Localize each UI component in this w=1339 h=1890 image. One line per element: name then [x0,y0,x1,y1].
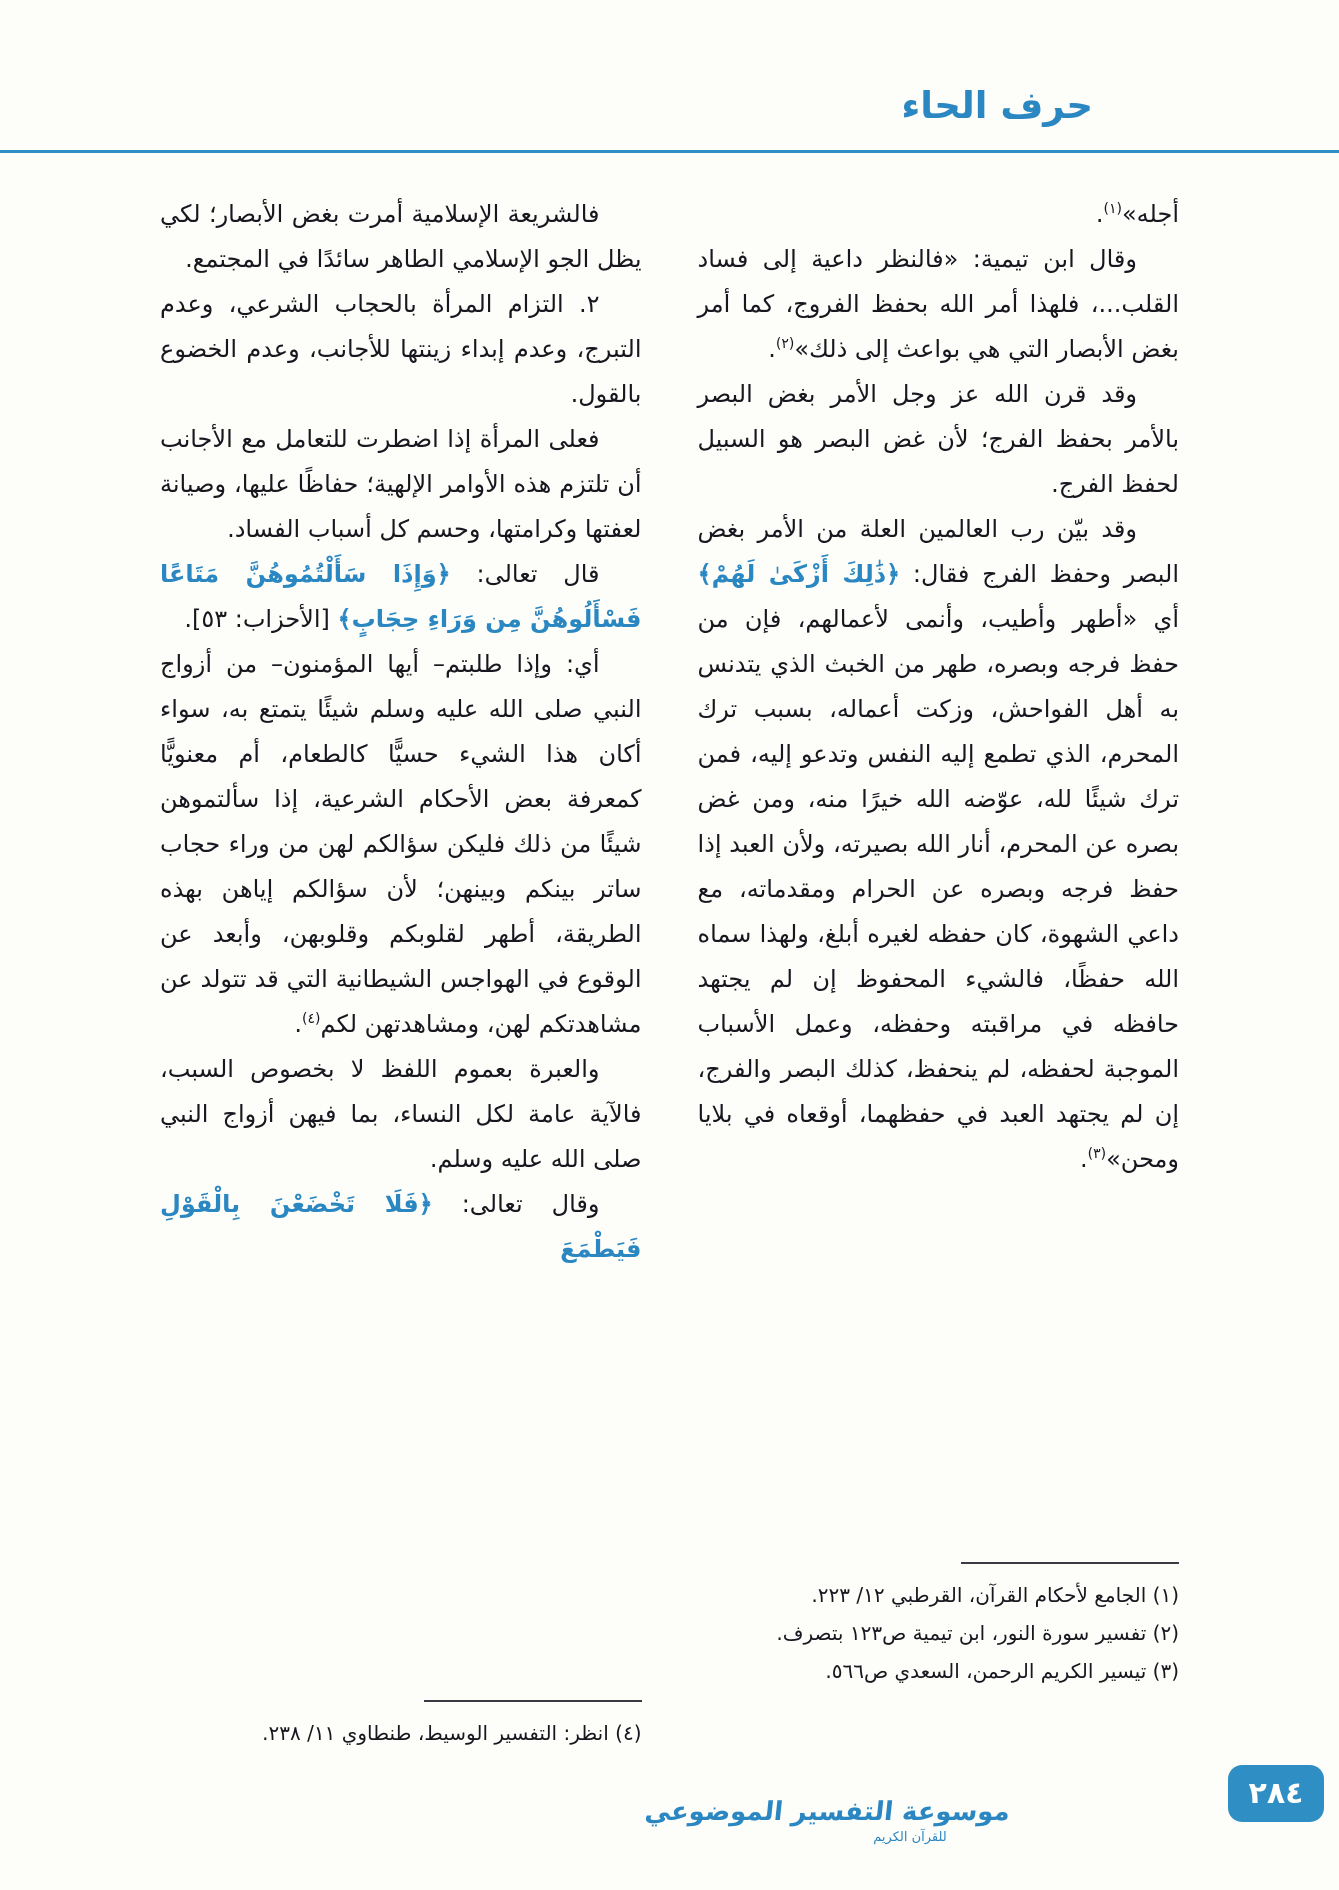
footnote: (١) الجامع لأحكام القرآن، القرطبي ١٢/ ٢٢٣. [811,1583,1179,1607]
column-right [698,192,1180,1752]
text-columns [160,192,1179,1752]
publisher-logo [643,1797,1012,1845]
body-text: وقال ابن تيمية: «فالنظر داعية إلى فساد القلب...، فلهذا أمر الله بحفظ الفروج، كما أمر بغض الأبصار التي هي بواعث إلى ذلك» [697,245,1179,363]
body-text: أجله» [1122,200,1179,228]
footnote-marker: (٣) [1087,1146,1107,1162]
body-text: . [768,335,776,363]
paragraph [160,417,642,552]
quran-verse: ﴿فَلَا تَخْضَعْنَ بِالْقَوْلِ فَيَطْمَعَ [160,1190,642,1263]
footnote: (٤) انظر: التفسير الوسيط، طنطاوي ١١/ ٢٣٨. [262,1721,642,1745]
paragraph [160,552,642,642]
paragraph [698,372,1180,507]
body-text: ٢. التزام المرأة بالحجاب الشرعي، وعدم التبرج، وعدم إبداء زينتها للأجانب، وعدم الخضوع بالقول. [160,290,642,408]
footnote: (٣) تيسير الكريم الرحمن، السعدي ص٥٦٦. [825,1659,1179,1683]
body-text: . [1095,200,1104,228]
footnotes-block [698,1562,1180,1690]
paragraph [160,642,642,1047]
footnote-marker: (٢) [775,336,795,352]
footnotes-block [160,1700,642,1752]
footnote-separator [424,1700,642,1702]
body-text: فعلى المرأة إذا اضطرت للتعامل مع الأجانب أن تلتزم هذه الأوامر الإلهية؛ حفاظًا عليها، وصيانة لعفتها وكرامتها، وحسم كل أسباب الفساد. [160,425,642,543]
body-text: أي: وإذا طلبتم– أيها المؤمنون– من أزواج النبي صلى الله عليه وسلم شيئًا يتمتع به، سواء أكان هذا الشيء حسيًّا كالطعام، أم معنويًّا كمعرفة بعض الأحكام الشرعية، إذا سألتموهن شيئًا من ذلك فليكن سؤالكم لهن من وراء حجاب ساتر بينكم وبينهن؛ لأن سؤالكم إياهن بهذه الطريقة، أطهر لقلوبكم وقلوبهن، وأبعد عن الوقوع في الهواجس الشيطانية التي قد تتولد عن مشاهدتكم لهن، ومشاهدتهن لكم [160,650,642,1038]
paragraph [160,192,642,282]
body-text: . [294,1010,303,1038]
header-divider [0,150,1339,153]
verse-reference: [الأحزاب: ٥٣]. [184,605,338,633]
paragraph [698,237,1180,372]
logo-text: موسوعة التفسير الموضوعي [643,1797,1012,1827]
footnote-marker: (٤) [302,1011,321,1027]
page-number: ٢٨٤ [1228,1765,1324,1822]
body-text: أي «أطهر وأطيب، وأنمى لأعمالهم، فإن من حفظ فرجه وبصره، طهر من الخبث الذي يتدنس به أهل الفواحش، وزكت أعماله، بسبب ترك المحرم، الذي تطمع إليه النفس وتدعو إليه، فمن ترك شيئًا لله، عوّضه الله خيرًا منه، ومن غض بصره عن المحرم، أنار الله بصيرته، ولأن العبد إذا حفظ فرجه وبصره عن الحرام ومقدماته، مع داعي الشهوة، كان حفظه لغيره أبلغ، ولهذا سماه الله حفظًا، فالشيء المحفوظ إن لم يجتهد حافظه في مراقبته وحفظه، وعمل الأسباب الموجبة لحفظه، لم ينحفظ، كذلك البصر والفرج، إن لم يجتهد العبد في حفظهما، أوقعاه في بلايا ومحن» [697,605,1179,1173]
body-text: وقد قرن الله عز وجل الأمر بغض البصر بالأمر بحفظ الفرج؛ لأن غض البصر هو السبيل لحفظ الفرج. [697,380,1179,498]
body-text: . [1080,1145,1088,1173]
paragraph [160,1047,642,1182]
body-text: وقال تعالى: [432,1190,600,1218]
chapter-title: حرف الحاء [901,84,1093,127]
footnote: (٢) تفسير سورة النور، ابن تيمية ص١٢٣ بتصرف. [776,1621,1179,1645]
paragraph [698,507,1180,1182]
paragraph [698,192,1180,237]
quran-verse: ﴿وَإِذَا سَأَلْتُمُوهُنَّ مَتَاعًا فَسْأَلُوهُنَّ مِن وَرَاءِ حِجَابٍ﴾ [160,560,642,633]
body-text: وقد بيّن رب العالمين العلة من الأمر بغض البصر وحفظ الفرج فقال: [697,515,1180,588]
paragraph [160,282,642,417]
body-text: والعبرة بعموم اللفظ لا بخصوص السبب، فالآية عامة لكل النساء، بما فيهن أزواج النبي صلى الله عليه وسلم. [160,1055,642,1173]
body-text: قال تعالى: [450,560,600,588]
footnote-marker: (١) [1103,201,1122,217]
quran-verse: ﴿ذَٰلِكَ أَزْكَىٰ لَهُمْ﴾ [697,560,901,588]
column-left [160,192,642,1752]
paragraph [160,1182,642,1272]
body-text: فالشريعة الإسلامية أمرت بغض الأبصار؛ لكي يظل الجو الإسلامي الطاهر سائدًا في المجتمع. [160,200,642,273]
footnote-separator [961,1562,1179,1564]
logo-text: للقرآن الكريم [873,1830,947,1845]
